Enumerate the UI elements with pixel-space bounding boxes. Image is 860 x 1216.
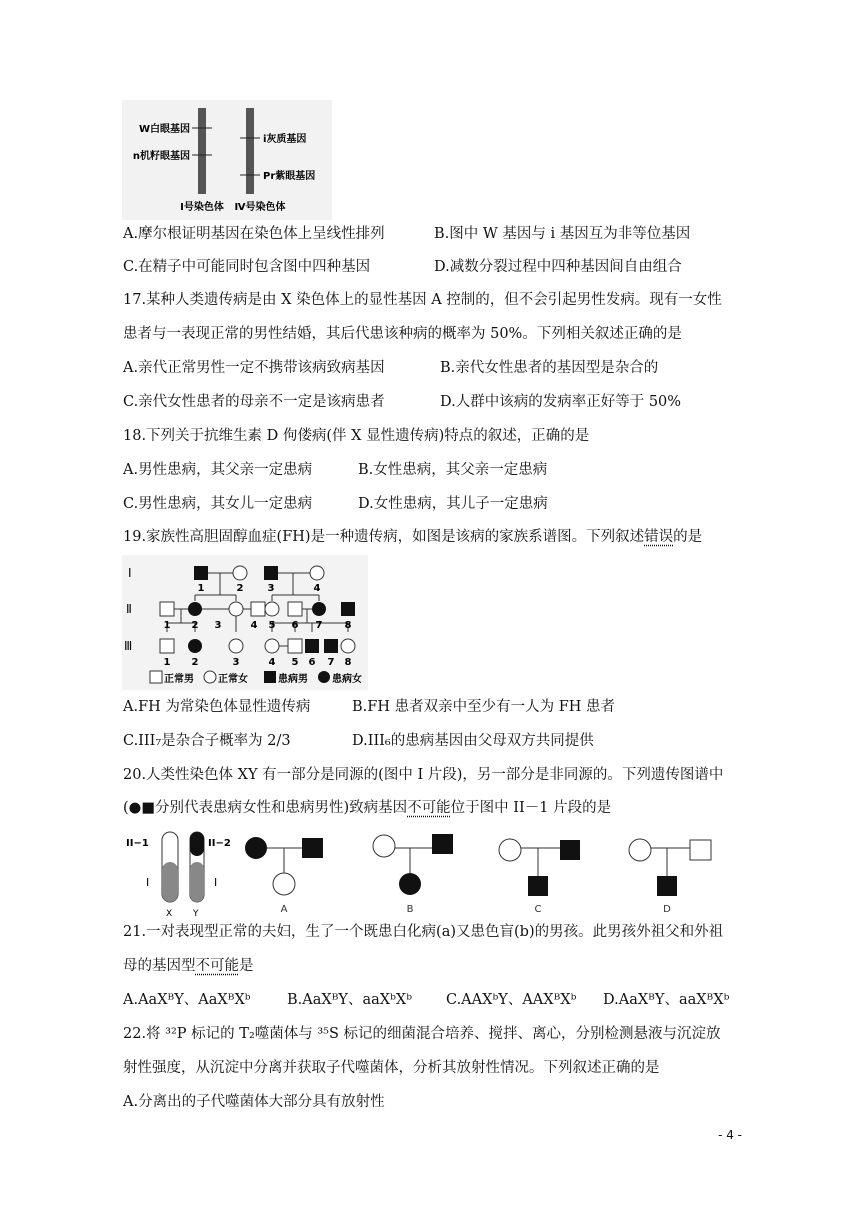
pedigree-num: 7 (327, 657, 335, 668)
pedigree-I4 (310, 566, 324, 580)
pedigree-II6 (288, 602, 302, 616)
pedigree-letter-a: A (280, 904, 288, 915)
pedigree-d-son (657, 876, 677, 896)
pedigree-letter-c: C (534, 904, 542, 915)
q17-stem-line1: 17.某种人类遗传病是由 X 染色体上的显性基因 A 控制的，但不会引起男性发病。现有一女性 (123, 292, 722, 308)
q21-option-a: A.AaXᴮY、AaXᴮXᵇ (123, 992, 251, 1008)
pedigree-I1 (194, 566, 208, 580)
segment-label-i-left: I (146, 876, 150, 889)
legend-affected-male-symbol (264, 671, 276, 683)
pedigree-b-daughter (399, 873, 421, 895)
pedigree-num: 6 (308, 657, 316, 668)
q16-option-a: A.摩尔根证明基因在染色体上呈线性排列 (123, 226, 385, 242)
legend-normal-female-symbol (204, 671, 216, 683)
q19-option-c: C.III₇是杂合子概率为 2/3 (123, 733, 291, 749)
pedigree-a-mother (245, 837, 267, 859)
pedigree-II5 (265, 602, 279, 616)
pedigree-c-father (560, 840, 580, 860)
pedigree-gen-label-2: Ⅱ (126, 602, 132, 616)
x-label: X (166, 909, 173, 919)
q18-stem: 18.下列关于抗维生素 D 佝偻病(伴 X 显性遗传病)特点的叙述，正确的是 (123, 428, 590, 444)
q21-option-b: B.AaXᴮY、aaXᵇXᵇ (287, 992, 413, 1008)
legend-normal-male: 正常男 (164, 674, 194, 685)
pedigree-d-mother (629, 839, 651, 861)
q18-option-b: B.女性患病，其父亲一定患病 (358, 462, 548, 478)
page-number: - 4 - (718, 1128, 742, 1142)
legend-affected-female-symbol (318, 671, 330, 683)
pedigree-letter-d: D (663, 904, 671, 915)
y-label: Y (193, 909, 199, 919)
chromosome-caption-1: Ⅰ号染色体 (180, 202, 224, 213)
pedigree-num: 7 (315, 620, 323, 631)
q22-stem-line2: 射性强度，从沉淀中分离并获取子代噬菌体，分析其放射性情况。下列叙述正确的是 (123, 1060, 660, 1076)
q21-stem-emphasis: 不可能 (195, 958, 239, 974)
segment-label-i-right: I (214, 876, 218, 889)
q18-option-c: C.男性患病，其女儿一定患病 (123, 496, 313, 512)
chromosome-figure (122, 100, 332, 220)
pedigree-b-father (432, 834, 453, 854)
chromosome-1 (198, 108, 206, 194)
q19-option-a: A.FH 为常染色体显性遗传病 (123, 699, 311, 715)
gene-label-i: i灰质基因 (263, 134, 307, 145)
gene-label-pr: Pr紫眼基因 (263, 171, 316, 182)
chromosome-4 (246, 108, 254, 194)
q19-stem-b: 的是 (673, 529, 703, 545)
pedigree-num: 2 (191, 620, 199, 631)
q21-stem-b: 是 (239, 958, 254, 974)
pedigree-III2 (188, 639, 202, 653)
pedigree-num: 4 (268, 657, 276, 668)
pedigree-I2 (233, 566, 247, 580)
q19-stem-emphasis: 错误 (644, 529, 674, 545)
q21-stem-a: 母的基因型 (123, 958, 196, 974)
q18-option-d: D.女性患病，其儿子一定患病 (358, 496, 548, 512)
pedigree-num: 5 (291, 657, 299, 668)
legend-affected-male: 患病男 (278, 674, 308, 685)
q17-option-a: A.亲代正常男性一定不携带该病致病基因 (123, 360, 385, 376)
legend-normal-male-symbol (150, 671, 162, 683)
q20-stem-emphasis: 不可能 (407, 800, 451, 816)
q18-option-a: A.男性患病，其父亲一定患病 (123, 462, 313, 478)
pedigree-num: 4 (250, 620, 258, 631)
pedigree-III4 (265, 639, 279, 653)
pedigree-II3 (229, 602, 243, 616)
q22-option-a: A.分离出的子代噬菌体大部分具有放射性 (123, 1094, 385, 1110)
q20-stem-a: (●■分别代表患病女性和患病男性)致病基因 (123, 800, 408, 816)
pedigree-III8 (341, 639, 355, 653)
pedigree-num: 8 (344, 657, 352, 668)
pedigree-a-daughter (273, 873, 295, 895)
pedigree-num: 1 (163, 657, 171, 668)
pedigree-num: 3 (214, 620, 222, 631)
q17-option-b: B.亲代女性患者的基因型是杂合的 (440, 360, 659, 376)
pedigree-III5 (288, 639, 302, 653)
q16-option-b: B.图中 W 基因与 i 基因互为非等位基因 (434, 226, 691, 242)
pedigree-num: 1 (197, 583, 205, 594)
pedigree-I3 (264, 566, 278, 580)
gene-label-w: W白眼基因 (138, 124, 190, 135)
q20-stem-line2 (123, 798, 611, 818)
q17-option-d: D.人群中该病的发病率正好等于 50% (440, 394, 682, 410)
q17-stem-line2: 患者与一表现正常的男性结婚，其后代患该种病的概率为 50%。下列相关叙述正确的是 (123, 326, 682, 342)
q21-stem-line2 (123, 956, 254, 976)
sex-chromosome-pedigree-figure (122, 828, 722, 920)
legend-normal-female: 正常女 (218, 674, 248, 685)
pedigree-chart (122, 555, 368, 690)
pedigree-num: 6 (291, 620, 299, 631)
q19-stem-a: 19.家族性高胆固醇血症(FH)是一种遗传病，如图是该病的家族系谱图。下列叙述 (123, 529, 645, 545)
gene-label-n: n机籽眼基因 (132, 151, 190, 162)
legend-affected-female: 患病女 (332, 674, 362, 685)
pedigree-II8 (341, 602, 355, 616)
q21-option-c: C.AAXᵇY、AAXᴮXᵇ (446, 992, 577, 1008)
q19-stem (123, 527, 702, 547)
q20-stem-b: 位于图中 II－1 片段的是 (450, 800, 612, 816)
pedigree-c-mother (499, 839, 521, 861)
segment-label-ii2: II−2 (208, 838, 231, 849)
pedigree-letter-b: B (406, 904, 414, 915)
segment-label-ii1: II−1 (126, 838, 149, 849)
pedigree-gen-label-3: Ⅲ (124, 639, 133, 653)
pedigree-II1 (160, 602, 174, 616)
pedigree-num: 1 (163, 620, 171, 631)
pedigree-III7 (324, 639, 338, 653)
q22-stem-line1: 22.将 ³²P 标记的 T₂噬菌体与 ³⁵S 标记的细菌混合培养、搅拌、离心，分别检测悬液与沉淀放 (123, 1026, 721, 1042)
pedigree-num: 5 (268, 620, 276, 631)
q20-stem-line1: 20.人类性染色体 XY 有一部分是同源的(图中 I 片段)，另一部分是非同源的。下列遗传图谱中 (123, 767, 724, 783)
pedigree-II7 (312, 602, 326, 616)
pedigree-III3 (229, 639, 243, 653)
pedigree-num: 3 (267, 583, 275, 594)
q21-stem-line1: 21.一对表现型正常的夫妇，生了一个既患白化病(a)又患色盲(b)的男孩。此男孩外祖父和外祖 (123, 924, 724, 940)
pedigree-a-father (302, 838, 323, 858)
pedigree-num: 2 (236, 583, 244, 594)
pedigree-num: 3 (232, 657, 240, 668)
pedigree-num: 2 (191, 657, 199, 668)
q19-option-d: D.III₆的患病基因由父母双方共同提供 (352, 733, 594, 749)
pedigree-b-mother (373, 835, 395, 857)
q19-option-b: B.FH 患者双亲中至少有一人为 FH 患者 (352, 699, 616, 715)
pedigree-num: 8 (344, 620, 352, 631)
q16-option-d: D.减数分裂过程中四种基因间自由组合 (434, 259, 682, 275)
pedigree-gen-label-1: Ⅰ (128, 566, 132, 580)
pedigree-II2 (188, 602, 202, 616)
q16-option-c: C.在精子中可能同时包含图中四种基因 (123, 259, 371, 275)
pedigree-num: 4 (313, 583, 321, 594)
pedigree-d-father (690, 840, 711, 860)
pedigree-III6 (305, 639, 319, 653)
pedigree-c-son (528, 876, 548, 896)
pedigree-II4 (251, 602, 265, 616)
q21-option-d: D.AaXᴮY、aaXᴮXᵇ (603, 992, 730, 1008)
pedigree-III1 (160, 639, 174, 653)
q17-option-c: C.亲代女性患者的母亲不一定是该病患者 (123, 394, 385, 410)
chromosome-caption-4: Ⅳ号染色体 (234, 202, 286, 213)
